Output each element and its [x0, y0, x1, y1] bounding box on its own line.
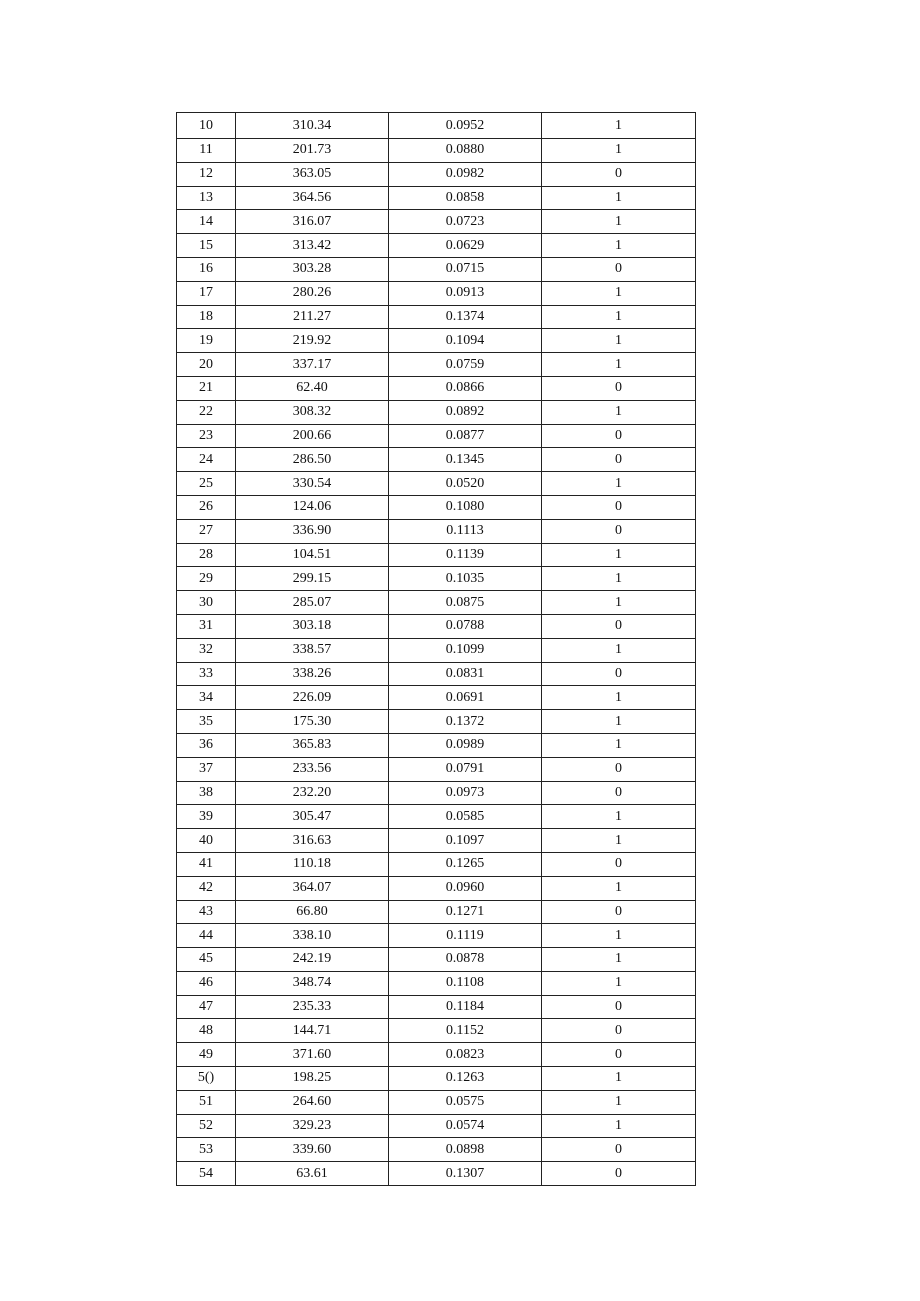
rate-cell: 0.0898: [389, 1138, 542, 1162]
value-cell: 62.40: [236, 376, 389, 400]
row-index-cell: 23: [177, 424, 236, 448]
value-cell: 226.09: [236, 686, 389, 710]
row-index-cell: 53: [177, 1138, 236, 1162]
rate-cell: 0.1372: [389, 710, 542, 734]
rate-cell: 0.1152: [389, 1019, 542, 1043]
value-cell: 336.90: [236, 519, 389, 543]
value-cell: 66.80: [236, 900, 389, 924]
table-row: [177, 876, 696, 900]
rate-cell: 0.0858: [389, 186, 542, 210]
row-index-cell: 10: [177, 113, 236, 139]
flag-cell: 0: [542, 1043, 696, 1067]
rate-cell: 0.0723: [389, 210, 542, 234]
row-index-cell: 35: [177, 710, 236, 734]
flag-cell: 1: [542, 210, 696, 234]
value-cell: 63.61: [236, 1162, 389, 1186]
value-cell: 110.18: [236, 852, 389, 876]
data-table: [176, 112, 696, 1186]
table-row: [177, 305, 696, 329]
table-row: [177, 329, 696, 353]
table-row: [177, 257, 696, 281]
table-row: [177, 591, 696, 615]
table-row: [177, 1162, 696, 1186]
flag-cell: 1: [542, 686, 696, 710]
value-cell: 303.28: [236, 257, 389, 281]
rate-cell: 0.1345: [389, 448, 542, 472]
rate-cell: 0.0691: [389, 686, 542, 710]
rate-cell: 0.1119: [389, 924, 542, 948]
rate-cell: 0.1099: [389, 638, 542, 662]
value-cell: 337.17: [236, 353, 389, 377]
flag-cell: 1: [542, 281, 696, 305]
rate-cell: 0.0952: [389, 113, 542, 139]
flag-cell: 1: [542, 353, 696, 377]
flag-cell: 1: [542, 1090, 696, 1114]
value-cell: 310.34: [236, 113, 389, 139]
row-index-cell: 40: [177, 829, 236, 853]
row-index-cell: 19: [177, 329, 236, 353]
row-index-cell: 49: [177, 1043, 236, 1067]
rate-cell: 0.0877: [389, 424, 542, 448]
rate-cell: 0.0831: [389, 662, 542, 686]
value-cell: 235.33: [236, 995, 389, 1019]
flag-cell: 0: [542, 1019, 696, 1043]
table-row: [177, 805, 696, 829]
flag-cell: 0: [542, 614, 696, 638]
value-cell: 363.05: [236, 162, 389, 186]
rate-cell: 0.0574: [389, 1114, 542, 1138]
row-index-cell: 26: [177, 495, 236, 519]
row-index-cell: 34: [177, 686, 236, 710]
flag-cell: 0: [542, 448, 696, 472]
row-index-cell: 42: [177, 876, 236, 900]
rate-cell: 0.1271: [389, 900, 542, 924]
table-row: [177, 281, 696, 305]
row-index-cell: 47: [177, 995, 236, 1019]
row-index-cell: 33: [177, 662, 236, 686]
flag-cell: 1: [542, 805, 696, 829]
row-index-cell: 18: [177, 305, 236, 329]
table-row: [177, 353, 696, 377]
rate-cell: 0.0788: [389, 614, 542, 638]
row-index-cell: 43: [177, 900, 236, 924]
value-cell: 316.07: [236, 210, 389, 234]
table-row: [177, 162, 696, 186]
table-row: [177, 1043, 696, 1067]
table-row: [177, 567, 696, 591]
table-row: [177, 1114, 696, 1138]
table-row: [177, 900, 696, 924]
flag-cell: 1: [542, 971, 696, 995]
value-cell: 299.15: [236, 567, 389, 591]
table-row: [177, 971, 696, 995]
row-index-cell: 24: [177, 448, 236, 472]
rate-cell: 0.1113: [389, 519, 542, 543]
table-row: [177, 113, 696, 139]
table-row: [177, 924, 696, 948]
table-row: [177, 829, 696, 853]
table-row: [177, 852, 696, 876]
row-index-cell: 37: [177, 757, 236, 781]
row-index-cell: 25: [177, 472, 236, 496]
table-row: [177, 638, 696, 662]
table-row: [177, 1067, 696, 1091]
table-row: [177, 1019, 696, 1043]
row-index-cell: 11: [177, 139, 236, 163]
flag-cell: 1: [542, 329, 696, 353]
table-row: [177, 995, 696, 1019]
table-row: [177, 472, 696, 496]
row-index-cell: 32: [177, 638, 236, 662]
rate-cell: 0.0866: [389, 376, 542, 400]
value-cell: 308.32: [236, 400, 389, 424]
row-index-cell: 31: [177, 614, 236, 638]
rate-cell: 0.1097: [389, 829, 542, 853]
value-cell: 316.63: [236, 829, 389, 853]
flag-cell: 1: [542, 400, 696, 424]
rate-cell: 0.0878: [389, 948, 542, 972]
flag-cell: 1: [542, 710, 696, 734]
row-index-cell: 12: [177, 162, 236, 186]
rate-cell: 0.0989: [389, 733, 542, 757]
row-index-cell: 36: [177, 733, 236, 757]
table-row: [177, 424, 696, 448]
value-cell: 330.54: [236, 472, 389, 496]
row-index-cell: 20: [177, 353, 236, 377]
row-index-cell: 41: [177, 852, 236, 876]
value-cell: 364.56: [236, 186, 389, 210]
flag-cell: 1: [542, 733, 696, 757]
table-row: [177, 710, 696, 734]
table-row: [177, 234, 696, 258]
row-index-cell: 30: [177, 591, 236, 615]
flag-cell: 1: [542, 567, 696, 591]
flag-cell: 0: [542, 995, 696, 1019]
value-cell: 286.50: [236, 448, 389, 472]
rate-cell: 0.0982: [389, 162, 542, 186]
rate-cell: 0.1139: [389, 543, 542, 567]
value-cell: 338.26: [236, 662, 389, 686]
flag-cell: 1: [542, 924, 696, 948]
rate-cell: 0.0892: [389, 400, 542, 424]
rate-cell: 0.0880: [389, 139, 542, 163]
row-index-cell: 51: [177, 1090, 236, 1114]
row-index-cell: 45: [177, 948, 236, 972]
value-cell: 338.10: [236, 924, 389, 948]
value-cell: 280.26: [236, 281, 389, 305]
flag-cell: 0: [542, 424, 696, 448]
row-index-cell: 13: [177, 186, 236, 210]
flag-cell: 1: [542, 186, 696, 210]
row-index-cell: 44: [177, 924, 236, 948]
rate-cell: 0.1265: [389, 852, 542, 876]
value-cell: 104.51: [236, 543, 389, 567]
row-index-cell: 38: [177, 781, 236, 805]
rate-cell: 0.0875: [389, 591, 542, 615]
table-row: [177, 1138, 696, 1162]
flag-cell: 0: [542, 1138, 696, 1162]
rate-cell: 0.1035: [389, 567, 542, 591]
flag-cell: 1: [542, 876, 696, 900]
rate-cell: 0.0791: [389, 757, 542, 781]
flag-cell: 0: [542, 495, 696, 519]
rate-cell: 0.1094: [389, 329, 542, 353]
row-index-cell: 16: [177, 257, 236, 281]
rate-cell: 0.0629: [389, 234, 542, 258]
row-index-cell: 48: [177, 1019, 236, 1043]
value-cell: 305.47: [236, 805, 389, 829]
rate-cell: 0.0823: [389, 1043, 542, 1067]
rate-cell: 0.0585: [389, 805, 542, 829]
value-cell: 233.56: [236, 757, 389, 781]
flag-cell: 1: [542, 543, 696, 567]
rate-cell: 0.0960: [389, 876, 542, 900]
row-index-cell: 54: [177, 1162, 236, 1186]
table-row: [177, 733, 696, 757]
rate-cell: 0.0973: [389, 781, 542, 805]
table-row: [177, 543, 696, 567]
row-index-cell: 22: [177, 400, 236, 424]
flag-cell: 1: [542, 829, 696, 853]
value-cell: 371.60: [236, 1043, 389, 1067]
table-row: [177, 757, 696, 781]
value-cell: 364.07: [236, 876, 389, 900]
table-row: [177, 495, 696, 519]
table-row: [177, 210, 696, 234]
value-cell: 219.92: [236, 329, 389, 353]
row-index-cell: 52: [177, 1114, 236, 1138]
value-cell: 348.74: [236, 971, 389, 995]
row-index-cell: 14: [177, 210, 236, 234]
row-index-cell: 39: [177, 805, 236, 829]
value-cell: 175.30: [236, 710, 389, 734]
rate-cell: 0.0759: [389, 353, 542, 377]
value-cell: 329.23: [236, 1114, 389, 1138]
value-cell: 144.71: [236, 1019, 389, 1043]
row-index-cell: 15: [177, 234, 236, 258]
table-row: [177, 186, 696, 210]
row-index-cell: 46: [177, 971, 236, 995]
value-cell: 365.83: [236, 733, 389, 757]
flag-cell: 1: [542, 1067, 696, 1091]
table-row: [177, 139, 696, 163]
flag-cell: 0: [542, 852, 696, 876]
rate-cell: 0.1307: [389, 1162, 542, 1186]
row-index-cell: 29: [177, 567, 236, 591]
flag-cell: 1: [542, 638, 696, 662]
table-row: [177, 376, 696, 400]
flag-cell: 0: [542, 257, 696, 281]
flag-cell: 1: [542, 305, 696, 329]
row-index-cell: 28: [177, 543, 236, 567]
value-cell: 200.66: [236, 424, 389, 448]
table-row: [177, 400, 696, 424]
flag-cell: 0: [542, 781, 696, 805]
table-row: [177, 686, 696, 710]
table-row: [177, 1090, 696, 1114]
flag-cell: 1: [542, 113, 696, 139]
flag-cell: 1: [542, 472, 696, 496]
value-cell: 264.60: [236, 1090, 389, 1114]
rate-cell: 0.0575: [389, 1090, 542, 1114]
flag-cell: 0: [542, 900, 696, 924]
flag-cell: 1: [542, 234, 696, 258]
rate-cell: 0.1184: [389, 995, 542, 1019]
value-cell: 285.07: [236, 591, 389, 615]
flag-cell: 1: [542, 591, 696, 615]
flag-cell: 0: [542, 662, 696, 686]
flag-cell: 0: [542, 376, 696, 400]
value-cell: 303.18: [236, 614, 389, 638]
rate-cell: 0.1263: [389, 1067, 542, 1091]
rate-cell: 0.0520: [389, 472, 542, 496]
value-cell: 338.57: [236, 638, 389, 662]
value-cell: 124.06: [236, 495, 389, 519]
flag-cell: 0: [542, 757, 696, 781]
row-index-cell: 21: [177, 376, 236, 400]
value-cell: 232.20: [236, 781, 389, 805]
table-row: [177, 781, 696, 805]
rate-cell: 0.0913: [389, 281, 542, 305]
rate-cell: 0.1108: [389, 971, 542, 995]
rate-cell: 0.0715: [389, 257, 542, 281]
value-cell: 339.60: [236, 1138, 389, 1162]
rate-cell: 0.1374: [389, 305, 542, 329]
row-index-cell: 17: [177, 281, 236, 305]
table-row: [177, 614, 696, 638]
flag-cell: 0: [542, 519, 696, 543]
table-row: [177, 448, 696, 472]
value-cell: 201.73: [236, 139, 389, 163]
table-row: [177, 948, 696, 972]
value-cell: 198.25: [236, 1067, 389, 1091]
flag-cell: 0: [542, 162, 696, 186]
rate-cell: 0.1080: [389, 495, 542, 519]
value-cell: 242.19: [236, 948, 389, 972]
table-row: [177, 662, 696, 686]
table-body: [177, 113, 696, 1186]
flag-cell: 1: [542, 948, 696, 972]
flag-cell: 0: [542, 1162, 696, 1186]
flag-cell: 1: [542, 139, 696, 163]
row-index-cell: 27: [177, 519, 236, 543]
value-cell: 211.27: [236, 305, 389, 329]
value-cell: 313.42: [236, 234, 389, 258]
flag-cell: 1: [542, 1114, 696, 1138]
table-row: [177, 519, 696, 543]
row-index-cell: 5(): [177, 1067, 236, 1091]
